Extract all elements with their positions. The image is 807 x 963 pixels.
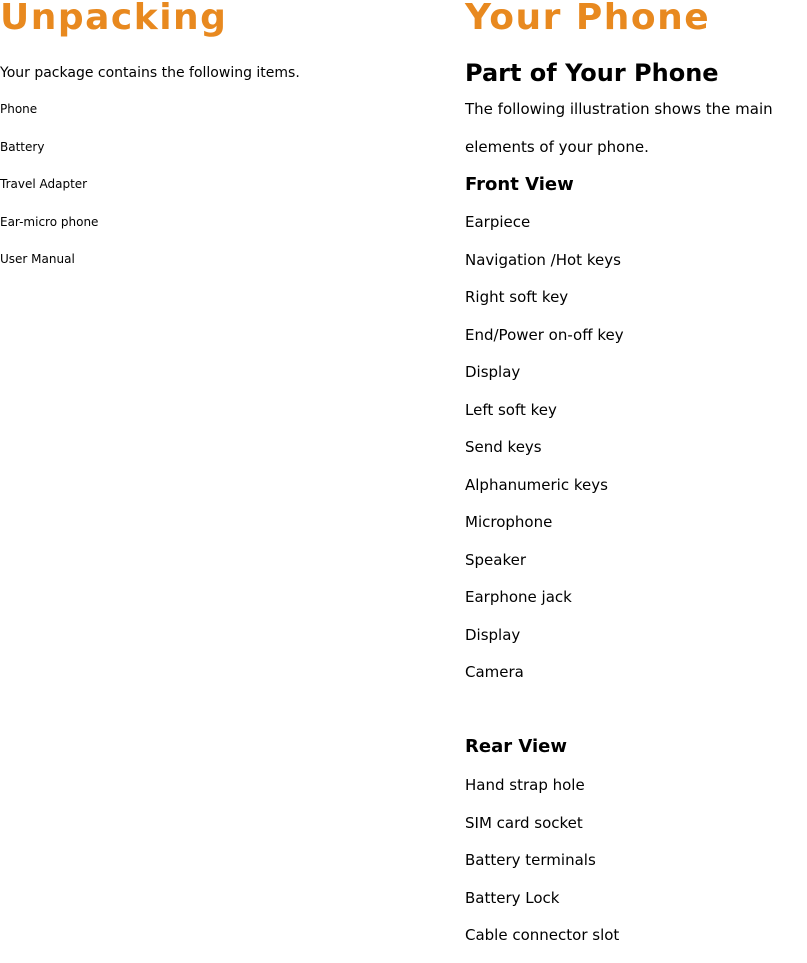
list-item: Travel Adapter bbox=[0, 177, 88, 191]
list-item: Phone bbox=[0, 102, 38, 116]
list-item: User Manual bbox=[0, 252, 75, 266]
unpacking-title: Unpacking bbox=[0, 0, 228, 38]
list-item: Battery bbox=[0, 139, 45, 154]
list-item: Microphone bbox=[465, 513, 553, 531]
list-item: Ear-micro phone bbox=[0, 214, 99, 229]
description-line-2: elements of your phone. bbox=[465, 138, 649, 156]
list-item: Hand strap hole bbox=[465, 776, 585, 794]
your-phone-column bbox=[465, 0, 807, 944]
rear-view-heading: Rear View bbox=[465, 736, 567, 757]
list-item: Navigation /Hot keys bbox=[465, 250, 621, 269]
list-item: Battery Lock bbox=[465, 888, 560, 907]
list-item: End/Power on-off key bbox=[465, 325, 624, 344]
list-item: Battery terminals bbox=[465, 851, 596, 869]
list-item: Earpiece bbox=[465, 213, 531, 231]
list-item: Earphone jack bbox=[465, 588, 572, 606]
list-item: Display bbox=[465, 363, 521, 381]
front-view-heading: Front View bbox=[465, 174, 574, 195]
list-item: Left soft key bbox=[465, 400, 557, 419]
rear-view-list bbox=[465, 775, 619, 963]
unpacking-intro: Your package contains the following items. bbox=[0, 65, 300, 81]
front-view-list bbox=[465, 212, 624, 700]
list-item: Speaker bbox=[465, 550, 527, 569]
unpacking-column bbox=[0, 0, 440, 266]
list-item: Cable connector slot bbox=[465, 926, 620, 944]
list-item: Send keys bbox=[465, 438, 542, 456]
package-items-list bbox=[0, 100, 98, 288]
list-item: Display bbox=[465, 625, 521, 644]
your-phone-title: Your Phone bbox=[465, 0, 711, 38]
list-item: SIM card socket bbox=[465, 813, 583, 832]
list-item: Right soft key bbox=[465, 288, 569, 306]
description-line-1: The following illustration shows the main bbox=[465, 100, 773, 118]
part-of-phone-heading: Part of Your Phone bbox=[465, 59, 719, 87]
list-item: Alphanumeric keys bbox=[465, 475, 608, 494]
list-item: Camera bbox=[465, 663, 524, 681]
